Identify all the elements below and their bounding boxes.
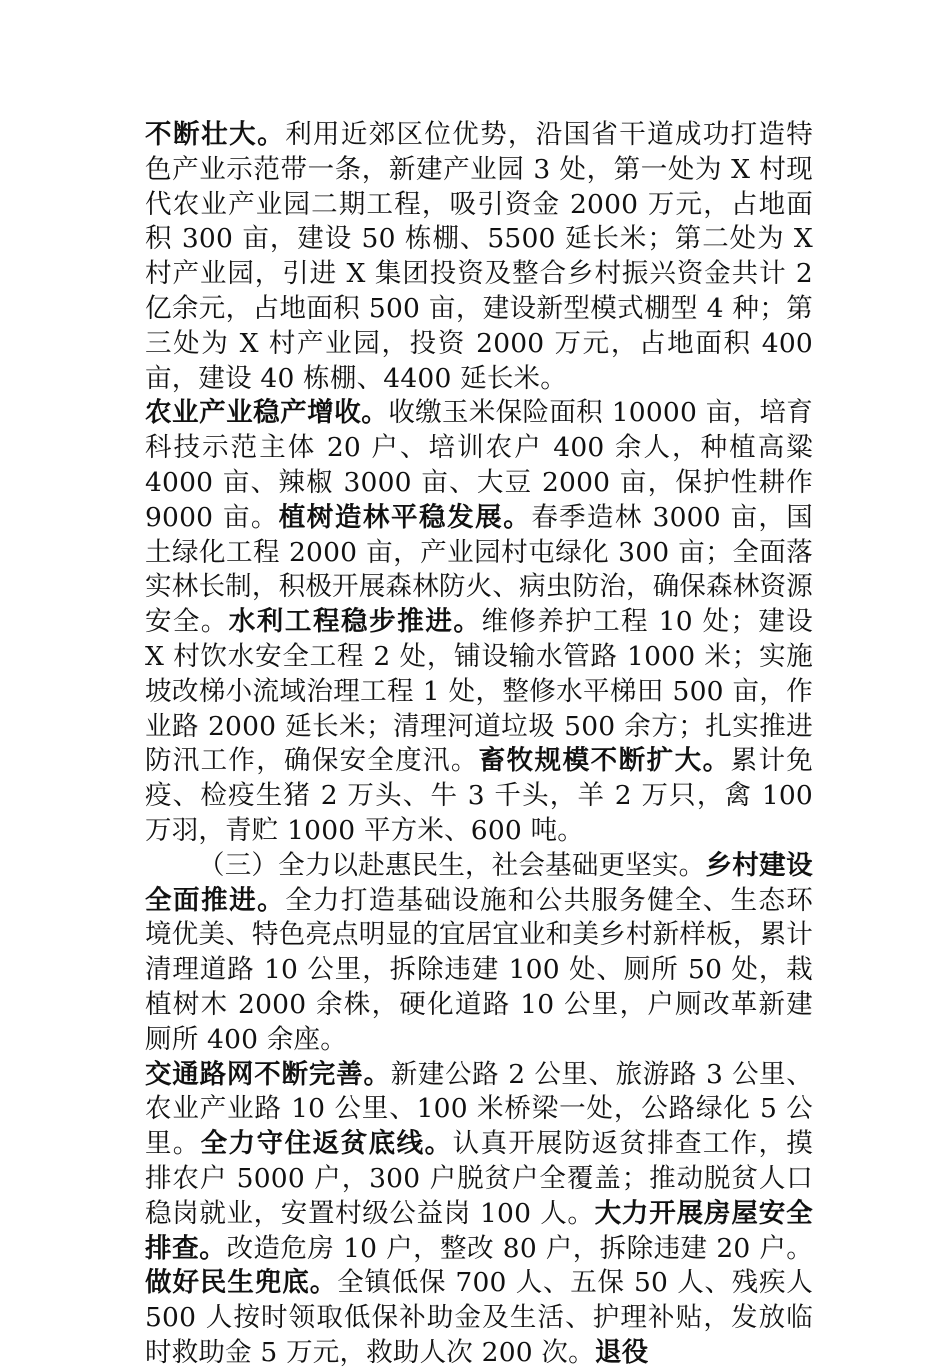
bold-heading: 交通路网不断完善。: [145, 1058, 391, 1090]
body-text: 收缴玉米保险面积 10000 亩，培育科技示范主体 20 户、培训农户 400 余人，种植高粱 4000 亩、辣椒 3000 亩、大豆 2000 亩，保护性耕作 9000 亩。: [145, 397, 813, 533]
body-text: 改造危房 10 户，整改 80 户，拆除违建 20 户。: [226, 1232, 813, 1264]
bold-heading: 大力开展房屋安全排查。: [145, 1197, 813, 1264]
paragraph-section-three: [145, 849, 813, 1058]
body-text: 全力打造基础设施和公共服务健全、生态环境优美、特色亮点明显的宜居宜业和美乡村新样板，累计清理道路 10 公里，拆除违建 100 处、厕所 50 处，栽植树木 2000 余株，硬化道路 10 公里，户厕改革新建厕所 400 余座。: [145, 884, 813, 1055]
paragraph: [145, 118, 813, 396]
body-text: 春季造林 3000 亩，国土绿化工程 2000 亩，产业园村屯绿化 300 亩；全面落实林长制，积极开展森林防火、病虫防治，确保森林资源安全。: [145, 501, 813, 638]
bold-heading: 水利工程稳步推进。: [228, 606, 482, 638]
bold-heading: 植树造林平稳发展。: [278, 501, 532, 533]
bold-heading: 农业产业稳产增收。: [145, 397, 389, 429]
body-text: 利用近郊区位优势，沿国省干道成功打造特色产业示范带一条，新建产业园 3 处，第一处为 X 村现代农业产业园二期工程，吸引资金 2000 万元，占地面积 300 亩，建设 50 栋棚、5500 延长米；第二处为 X 村产业园，引进 X 集团投资及整合乡村振兴资金共计 2 亿余元，占地面积 500 亩，建设新型模式棚型 4 种；第三处为 X 村产业园，投资 2000 万元，占地面积 400 亩，建设 40 栋棚、4400 延长米。: [145, 119, 813, 394]
section-heading: （三）全力以赴惠民生，社会基础更坚实。: [198, 849, 706, 881]
bold-heading: 畜牧规模不断扩大。: [478, 745, 731, 777]
body-text: 新建公路 2 公里、旅游路 3 公里、农业产业路 10 公里、100 米桥梁一处，公路绿化 5 公里。: [145, 1058, 813, 1160]
document-body: [145, 118, 813, 1371]
bold-heading: 全力守住返贫底线。: [200, 1128, 453, 1160]
bold-heading: 退役: [594, 1336, 649, 1368]
body-text: 全镇低保 700 人、五保 50 人、残疾人 500 人按时领取低保补助金及生活、护理补贴，发放临时救助金 5 万元，救助人次 200 次。: [145, 1267, 813, 1368]
bold-heading: 做好民生兜底。: [145, 1267, 338, 1299]
body-text: 认真开展防返贫排查工作，摸排农户 5000 户，300 户脱贫户全覆盖；推动脱贫人口稳岗就业，安置村级公益岗 100 人。: [145, 1128, 813, 1229]
body-text: 累计免疫、检疫生猪 2 万头、牛 3 千头，羊 2 万只，禽 100 万羽，青贮 1000 平方米、600 吨。: [145, 745, 813, 846]
paragraph: [145, 1058, 813, 1371]
paragraph: [145, 396, 813, 848]
bold-heading: 乡村建设全面推进。: [145, 849, 813, 916]
body-text: 维修养护工程 10 处；建设 X 村饮水安全工程 2 处，铺设输水管路 1000 米；实施坡改梯小流域治理工程 1 处，整修水平梯田 500 亩，作业路 2000 延长米；清理河道垃圾 500 余方；扎实推进防汛工作，确保安全度汛。: [145, 606, 813, 777]
bold-heading: 不断壮大。: [145, 119, 286, 150]
